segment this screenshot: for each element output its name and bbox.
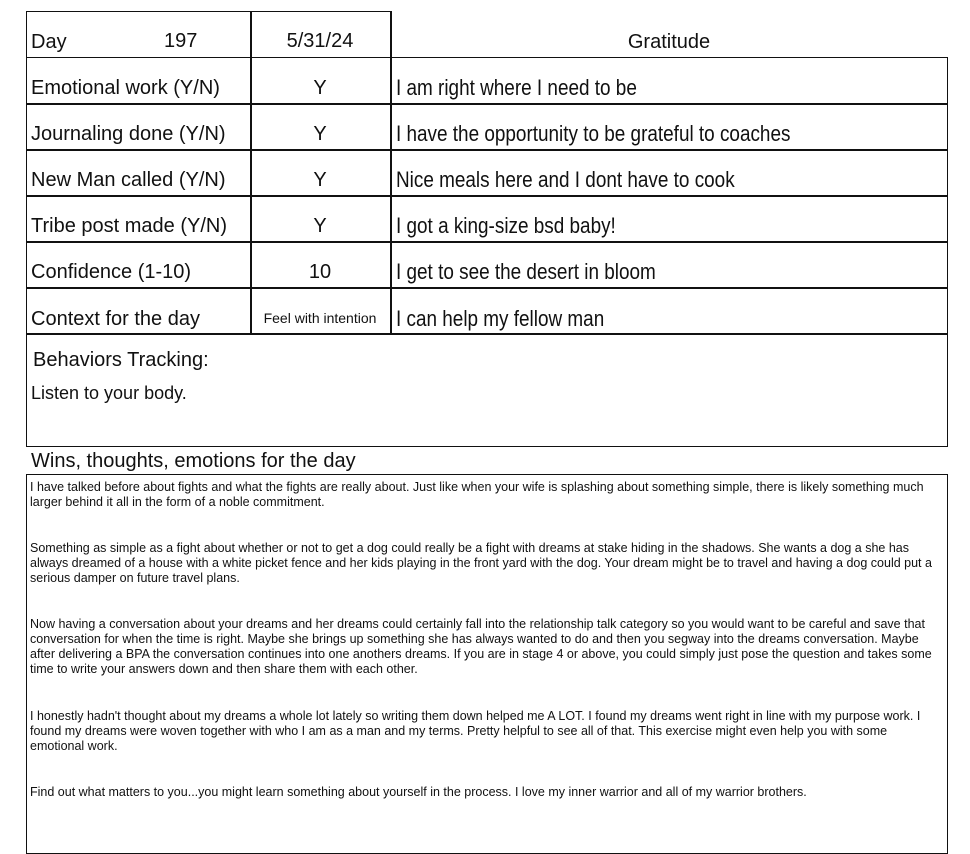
wins-paragraph: Find out what matters to you...you might learn something about yourself in the process. I love my inner warrior and all of my warrior brothers.: [30, 785, 807, 799]
gratitude-entry: I am right where I need to be: [396, 75, 637, 100]
gratitude-entry: I can help my fellow man: [396, 306, 605, 331]
row-value: Y: [313, 77, 327, 99]
gratitude-entry: Nice meals here and I dont have to cook: [396, 167, 735, 192]
row-label: Emotional work (Y/N): [31, 77, 220, 99]
gratitude-divider: [390, 11, 392, 334]
row-label: Context for the day: [31, 308, 200, 330]
row-value: 10: [308, 261, 332, 283]
row-line-4: [26, 241, 948, 243]
wins-paragraph: I have talked before about fights and what the fights are really about. Just like when your wife is splashing about something simple, there is likely something much larger behind it all in the form of a noble commitment.: [30, 480, 924, 509]
row-label: Tribe post made (Y/N): [31, 215, 227, 237]
row-value: Y: [313, 169, 327, 191]
row-value: Y: [313, 123, 327, 145]
gratitude-entry: I have the opportunity to be grateful to coaches: [396, 121, 791, 146]
row-label: New Man called (Y/N): [31, 169, 226, 191]
day-number: 197: [164, 30, 198, 52]
row-line-5: [26, 287, 948, 289]
row-line-1: [26, 103, 948, 105]
wins-paragraph: Something as simple as a fight about whether or not to get a dog could really be a fight with dreams at stake hiding in the shadows. She wants a dog a she has always dreamed of a house with a white picket fence and her kids playing in the front yard with the dog. Your dream might be to travel and having a dog could put a serious damper on future travel plans.: [30, 541, 932, 585]
wins-paragraph: I honestly hadn't thought about my dreams a whole lot lately so writing them down helped me A LOT. I found my dreams went right in line with my purpose work. I found my dreams were woven together with who I am as a man and my terms. Pretty helpful to see all of that. This exercise might even help you with some emotional work.: [30, 709, 921, 753]
wins-paragraph: Now having a conversation about your dreams and her dreams could certainly fall into the relationship talk category so you would want to be careful and save that conversation for when the time is right. Maybe she brings up something she has always wanted to do and then you segway into the dreams conversation. Maybe after delivering a BPA the conversation continues into one anothers dreams. If you are in stage 4 or above, you could simply just pose the question and takes some time to write your answers down and then share them with each other.: [30, 617, 932, 676]
row-label: Journaling done (Y/N): [31, 123, 226, 145]
row-label: Confidence (1-10): [31, 261, 192, 283]
wins-title: Wins, thoughts, emotions for the day: [31, 450, 356, 472]
row-value: Y: [313, 215, 327, 237]
row-line-6: [26, 333, 948, 335]
gratitude-entry: I get to see the desert in bloom: [396, 259, 656, 284]
behaviors-title: Behaviors Tracking:: [33, 349, 209, 371]
row-value: Feel with intention: [263, 310, 377, 326]
day-label: Day: [31, 31, 67, 53]
row-line-3: [26, 195, 948, 197]
behaviors-text: Listen to your body.: [31, 383, 187, 403]
date-value: 5/31/24: [286, 30, 354, 52]
row-line-2: [26, 149, 948, 151]
gratitude-entry: I got a king-size bsd baby!: [396, 213, 616, 238]
gratitude-title: Gratitude: [627, 31, 711, 53]
